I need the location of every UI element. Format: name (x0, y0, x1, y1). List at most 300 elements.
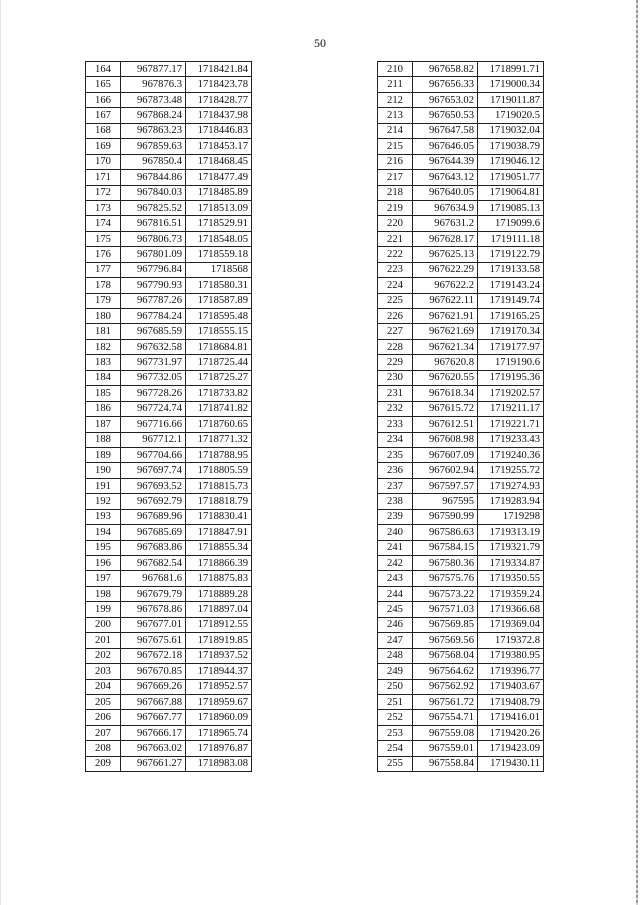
point-number-cell: 194 (86, 525, 121, 540)
y-coordinate-cell: 1718684.81 (186, 339, 252, 354)
x-coordinate-cell: 967844.86 (121, 170, 186, 185)
point-number-cell: 255 (378, 756, 413, 771)
y-coordinate-cell: 1718976.87 (186, 741, 252, 756)
y-coordinate-cell: 1718965.74 (186, 725, 252, 740)
x-coordinate-cell: 967850.4 (121, 154, 186, 169)
table-row (86, 293, 252, 308)
x-coordinate-cell: 967559.01 (413, 741, 478, 756)
table-row (378, 355, 544, 370)
x-coordinate-cell: 967554.71 (413, 710, 478, 725)
y-coordinate-cell: 1719051.77 (478, 170, 544, 185)
y-coordinate-cell: 1718760.65 (186, 417, 252, 432)
point-number-cell: 173 (86, 200, 121, 215)
x-coordinate-cell: 967625.13 (413, 247, 478, 262)
y-coordinate-cell: 1719416.01 (478, 710, 544, 725)
table-row (378, 540, 544, 555)
y-coordinate-cell: 1719255.72 (478, 463, 544, 478)
x-coordinate-cell: 967863.23 (121, 123, 186, 138)
x-coordinate-cell: 967653.02 (413, 92, 478, 107)
y-coordinate-cell: 1719298 (478, 509, 544, 524)
x-coordinate-cell: 967564.62 (413, 664, 478, 679)
table-row (86, 262, 252, 277)
x-coordinate-cell: 967712.1 (121, 432, 186, 447)
y-coordinate-cell: 1718960.09 (186, 710, 252, 725)
y-coordinate-cell: 1718568 (186, 262, 252, 277)
table-row (86, 509, 252, 524)
table-row (86, 432, 252, 447)
table-row (378, 725, 544, 740)
point-number-cell: 234 (378, 432, 413, 447)
y-coordinate-cell: 1719111.18 (478, 231, 544, 246)
y-coordinate-cell: 1719177.97 (478, 339, 544, 354)
table-row (378, 154, 544, 169)
point-number-cell: 178 (86, 278, 121, 293)
table-row (378, 216, 544, 231)
x-coordinate-cell: 967796.84 (121, 262, 186, 277)
table-row (378, 231, 544, 246)
point-number-cell: 197 (86, 571, 121, 586)
x-coordinate-cell: 967697.74 (121, 463, 186, 478)
point-number-cell: 196 (86, 556, 121, 571)
point-number-cell: 184 (86, 370, 121, 385)
point-number-cell: 244 (378, 586, 413, 601)
point-number-cell: 232 (378, 401, 413, 416)
x-coordinate-cell: 967667.88 (121, 694, 186, 709)
point-number-cell: 175 (86, 231, 121, 246)
point-number-cell: 208 (86, 741, 121, 756)
y-coordinate-cell: 1718595.48 (186, 309, 252, 324)
x-coordinate-cell: 967661.27 (121, 756, 186, 771)
table-row (86, 417, 252, 432)
y-coordinate-cell: 1719423.09 (478, 741, 544, 756)
table-row (86, 216, 252, 231)
point-number-cell: 216 (378, 154, 413, 169)
x-coordinate-cell: 967618.34 (413, 386, 478, 401)
point-number-cell: 195 (86, 540, 121, 555)
x-coordinate-cell: 967634.9 (413, 200, 478, 215)
x-coordinate-cell: 967622.2 (413, 278, 478, 293)
table-row (378, 679, 544, 694)
y-coordinate-cell: 1718741.82 (186, 401, 252, 416)
point-number-cell: 167 (86, 108, 121, 123)
x-coordinate-cell: 967569.56 (413, 633, 478, 648)
y-coordinate-cell: 1719221.71 (478, 417, 544, 432)
table-row (86, 401, 252, 416)
x-coordinate-cell: 967643.12 (413, 170, 478, 185)
y-coordinate-cell: 1718855.34 (186, 540, 252, 555)
table-row (86, 710, 252, 725)
y-coordinate-cell: 1719233.43 (478, 432, 544, 447)
point-number-cell: 247 (378, 633, 413, 648)
y-coordinate-cell: 1719133.58 (478, 262, 544, 277)
point-number-cell: 172 (86, 185, 121, 200)
x-coordinate-cell: 967650.53 (413, 108, 478, 123)
table-row (86, 108, 252, 123)
y-coordinate-cell: 1719359.24 (478, 586, 544, 601)
table-row (378, 432, 544, 447)
point-number-cell: 238 (378, 494, 413, 509)
x-coordinate-cell: 967640.05 (413, 185, 478, 200)
table-row (86, 370, 252, 385)
y-coordinate-cell: 1718944.37 (186, 664, 252, 679)
point-number-cell: 192 (86, 494, 121, 509)
table-row (86, 123, 252, 138)
y-coordinate-cell: 1718437.98 (186, 108, 252, 123)
x-coordinate-cell: 967790.93 (121, 278, 186, 293)
point-number-cell: 179 (86, 293, 121, 308)
x-coordinate-cell: 967685.69 (121, 525, 186, 540)
x-coordinate-cell: 967704.66 (121, 447, 186, 462)
y-coordinate-cell: 1718529.91 (186, 216, 252, 231)
table-row (378, 92, 544, 107)
x-coordinate-cell: 967689.96 (121, 509, 186, 524)
table-row (378, 170, 544, 185)
point-number-cell: 214 (378, 123, 413, 138)
table-row (86, 664, 252, 679)
x-coordinate-cell: 967597.57 (413, 478, 478, 493)
x-coordinate-cell: 967732.05 (121, 370, 186, 385)
point-number-cell: 240 (378, 525, 413, 540)
point-number-cell: 213 (378, 108, 413, 123)
point-number-cell: 231 (378, 386, 413, 401)
y-coordinate-cell: 1718453.17 (186, 139, 252, 154)
table-row (86, 694, 252, 709)
table-row (378, 200, 544, 215)
y-coordinate-cell: 1719420.26 (478, 725, 544, 740)
table-row (86, 200, 252, 215)
y-coordinate-cell: 1719396.77 (478, 664, 544, 679)
x-coordinate-cell: 967667.77 (121, 710, 186, 725)
point-number-cell: 165 (86, 77, 121, 92)
x-coordinate-cell: 967647.58 (413, 123, 478, 138)
table-row (378, 370, 544, 385)
x-coordinate-cell: 967868.24 (121, 108, 186, 123)
table-row (378, 556, 544, 571)
table-row (86, 602, 252, 617)
y-coordinate-cell: 1718580.31 (186, 278, 252, 293)
x-coordinate-cell: 967663.02 (121, 741, 186, 756)
y-coordinate-cell: 1718771.32 (186, 432, 252, 447)
x-coordinate-cell: 967571.03 (413, 602, 478, 617)
y-coordinate-cell: 1718830.41 (186, 509, 252, 524)
table-row (86, 741, 252, 756)
table-row (86, 633, 252, 648)
x-coordinate-cell: 967628.17 (413, 231, 478, 246)
point-number-cell: 225 (378, 293, 413, 308)
y-coordinate-cell: 1719430.11 (478, 756, 544, 771)
y-coordinate-cell: 1718959.67 (186, 694, 252, 709)
point-number-cell: 229 (378, 355, 413, 370)
x-coordinate-cell: 967692.79 (121, 494, 186, 509)
y-coordinate-cell: 1719283.94 (478, 494, 544, 509)
table-row (86, 648, 252, 663)
table-row (86, 355, 252, 370)
x-coordinate-cell: 967586.63 (413, 525, 478, 540)
table-row (378, 617, 544, 632)
x-coordinate-cell: 967621.91 (413, 309, 478, 324)
table-row (378, 710, 544, 725)
y-coordinate-cell: 1719000.34 (478, 77, 544, 92)
point-number-cell: 182 (86, 339, 121, 354)
y-coordinate-cell: 1718912.55 (186, 617, 252, 632)
point-number-cell: 174 (86, 216, 121, 231)
point-number-cell: 188 (86, 432, 121, 447)
y-coordinate-cell: 1718468.45 (186, 154, 252, 169)
table-row (378, 478, 544, 493)
x-coordinate-cell: 967682.54 (121, 556, 186, 571)
x-coordinate-cell: 967877.17 (121, 62, 186, 77)
table-row (378, 386, 544, 401)
y-coordinate-cell: 1718421.84 (186, 62, 252, 77)
table-row (86, 679, 252, 694)
table-row (378, 309, 544, 324)
x-coordinate-cell: 967681.6 (121, 571, 186, 586)
y-coordinate-cell: 1719380.95 (478, 648, 544, 663)
y-coordinate-cell: 1718485.89 (186, 185, 252, 200)
y-coordinate-cell: 1718897.04 (186, 602, 252, 617)
table-row (378, 108, 544, 123)
point-number-cell: 253 (378, 725, 413, 740)
y-coordinate-cell: 1719011.87 (478, 92, 544, 107)
x-coordinate-cell: 967678.86 (121, 602, 186, 617)
table-row (86, 447, 252, 462)
x-coordinate-cell: 967573.22 (413, 586, 478, 601)
y-coordinate-cell: 1718725.27 (186, 370, 252, 385)
table-row (86, 540, 252, 555)
y-coordinate-cell: 1718875.83 (186, 571, 252, 586)
x-coordinate-cell: 967859.63 (121, 139, 186, 154)
point-number-cell: 241 (378, 540, 413, 555)
point-number-cell: 221 (378, 231, 413, 246)
table-row (86, 231, 252, 246)
x-coordinate-cell: 967646.05 (413, 139, 478, 154)
x-coordinate-cell: 967669.26 (121, 679, 186, 694)
x-coordinate-cell: 967876.3 (121, 77, 186, 92)
point-number-cell: 183 (86, 355, 121, 370)
x-coordinate-cell: 967615.72 (413, 401, 478, 416)
x-coordinate-cell: 967621.69 (413, 324, 478, 339)
x-coordinate-cell: 967685.59 (121, 324, 186, 339)
x-coordinate-cell: 967580.36 (413, 556, 478, 571)
x-coordinate-cell: 967728.26 (121, 386, 186, 401)
point-number-cell: 230 (378, 370, 413, 385)
table-row (86, 617, 252, 632)
point-number-cell: 217 (378, 170, 413, 185)
table-row (378, 664, 544, 679)
y-coordinate-cell: 1719313.19 (478, 525, 544, 540)
point-number-cell: 235 (378, 447, 413, 462)
x-coordinate-cell: 967840.03 (121, 185, 186, 200)
y-coordinate-cell: 1718423.78 (186, 77, 252, 92)
page-number: 50 (314, 36, 326, 50)
y-coordinate-cell: 1718818.79 (186, 494, 252, 509)
point-number-cell: 206 (86, 710, 121, 725)
y-coordinate-cell: 1719046.12 (478, 154, 544, 169)
table-row (378, 463, 544, 478)
x-coordinate-cell: 967595 (413, 494, 478, 509)
x-coordinate-cell: 967561.72 (413, 694, 478, 709)
y-coordinate-cell: 1719122.79 (478, 247, 544, 262)
x-coordinate-cell: 967559.08 (413, 725, 478, 740)
y-coordinate-cell: 1719165.25 (478, 309, 544, 324)
y-coordinate-cell: 1719190.6 (478, 355, 544, 370)
y-coordinate-cell: 1719366.68 (478, 602, 544, 617)
y-coordinate-cell: 1719403.67 (478, 679, 544, 694)
point-number-cell: 226 (378, 309, 413, 324)
y-coordinate-cell: 1718991.71 (478, 62, 544, 77)
x-coordinate-cell: 967656.33 (413, 77, 478, 92)
y-coordinate-cell: 1719321.79 (478, 540, 544, 555)
y-coordinate-cell: 1719149.74 (478, 293, 544, 308)
point-number-cell: 222 (378, 247, 413, 262)
x-coordinate-cell: 967602.94 (413, 463, 478, 478)
x-coordinate-cell: 967787.26 (121, 293, 186, 308)
y-coordinate-cell: 1719334.87 (478, 556, 544, 571)
x-coordinate-cell: 967658.82 (413, 62, 478, 77)
point-number-cell: 237 (378, 478, 413, 493)
table-row (86, 92, 252, 107)
table-row (86, 324, 252, 339)
x-coordinate-cell: 967620.8 (413, 355, 478, 370)
point-number-cell: 252 (378, 710, 413, 725)
table-row (86, 478, 252, 493)
y-coordinate-cell: 1719020.5 (478, 108, 544, 123)
point-number-cell: 186 (86, 401, 121, 416)
y-coordinate-cell: 1718866.39 (186, 556, 252, 571)
y-coordinate-cell: 1718559.18 (186, 247, 252, 262)
table-row (86, 247, 252, 262)
table-row (86, 139, 252, 154)
x-coordinate-cell: 967806.73 (121, 231, 186, 246)
table-row (86, 756, 252, 771)
point-number-cell: 166 (86, 92, 121, 107)
point-number-cell: 211 (378, 77, 413, 92)
table-row (378, 694, 544, 709)
x-coordinate-cell: 967621.34 (413, 339, 478, 354)
y-coordinate-cell: 1718983.08 (186, 756, 252, 771)
x-coordinate-cell: 967644.39 (413, 154, 478, 169)
table-row (378, 62, 544, 77)
table-row (86, 170, 252, 185)
table-row (378, 741, 544, 756)
table-row (378, 278, 544, 293)
table-row (86, 278, 252, 293)
table-row (378, 417, 544, 432)
y-coordinate-cell: 1719369.04 (478, 617, 544, 632)
point-number-cell: 250 (378, 679, 413, 694)
point-number-cell: 249 (378, 664, 413, 679)
y-coordinate-cell: 1719195.36 (478, 370, 544, 385)
x-coordinate-cell: 967562.92 (413, 679, 478, 694)
table-row (378, 123, 544, 138)
table-row (86, 185, 252, 200)
y-coordinate-cell: 1719240.36 (478, 447, 544, 462)
point-number-cell: 191 (86, 478, 121, 493)
point-number-cell: 202 (86, 648, 121, 663)
x-coordinate-cell: 967558.84 (413, 756, 478, 771)
point-number-cell: 209 (86, 756, 121, 771)
x-coordinate-cell: 967612.51 (413, 417, 478, 432)
y-coordinate-cell: 1719038.79 (478, 139, 544, 154)
point-number-cell: 198 (86, 586, 121, 601)
y-coordinate-cell: 1718733.82 (186, 386, 252, 401)
y-coordinate-cell: 1718428.77 (186, 92, 252, 107)
x-coordinate-cell: 967622.29 (413, 262, 478, 277)
point-number-cell: 199 (86, 602, 121, 617)
point-number-cell: 168 (86, 123, 121, 138)
point-number-cell: 176 (86, 247, 121, 262)
table-row (86, 586, 252, 601)
table-row (86, 309, 252, 324)
point-number-cell: 185 (86, 386, 121, 401)
point-number-cell: 189 (86, 447, 121, 462)
point-number-cell: 205 (86, 694, 121, 709)
y-coordinate-cell: 1719211.17 (478, 401, 544, 416)
y-coordinate-cell: 1718477.49 (186, 170, 252, 185)
point-number-cell: 233 (378, 417, 413, 432)
point-number-cell: 170 (86, 154, 121, 169)
point-number-cell: 243 (378, 571, 413, 586)
y-coordinate-cell: 1718513.09 (186, 200, 252, 215)
point-number-cell: 180 (86, 309, 121, 324)
x-coordinate-cell: 967607.09 (413, 447, 478, 462)
y-coordinate-cell: 1719032.04 (478, 123, 544, 138)
scan-edge-right (636, 0, 638, 905)
y-coordinate-cell: 1718587.89 (186, 293, 252, 308)
point-number-cell: 224 (378, 278, 413, 293)
table-row (86, 339, 252, 354)
x-coordinate-cell: 967801.09 (121, 247, 186, 262)
table-row (378, 494, 544, 509)
point-number-cell: 200 (86, 617, 121, 632)
y-coordinate-cell: 1719143.24 (478, 278, 544, 293)
x-coordinate-cell: 967716.66 (121, 417, 186, 432)
x-coordinate-cell: 967608.98 (413, 432, 478, 447)
x-coordinate-cell: 967873.48 (121, 92, 186, 107)
y-coordinate-cell: 1718788.95 (186, 447, 252, 462)
y-coordinate-cell: 1719099.6 (478, 216, 544, 231)
x-coordinate-cell: 967575.76 (413, 571, 478, 586)
y-coordinate-cell: 1719372.8 (478, 633, 544, 648)
y-coordinate-cell: 1718725.44 (186, 355, 252, 370)
point-number-cell: 203 (86, 664, 121, 679)
y-coordinate-cell: 1718952.57 (186, 679, 252, 694)
point-number-cell: 215 (378, 139, 413, 154)
table-row (86, 77, 252, 92)
point-number-cell: 251 (378, 694, 413, 709)
table-row (378, 447, 544, 462)
table-row (378, 401, 544, 416)
x-coordinate-cell: 967622.11 (413, 293, 478, 308)
table-row (378, 756, 544, 771)
table-row (378, 586, 544, 601)
x-coordinate-cell: 967666.17 (121, 725, 186, 740)
x-coordinate-cell: 967675.61 (121, 633, 186, 648)
point-number-cell: 248 (378, 648, 413, 663)
table-row (86, 525, 252, 540)
y-coordinate-cell: 1719064.81 (478, 185, 544, 200)
y-coordinate-cell: 1718815.73 (186, 478, 252, 493)
table-row (86, 386, 252, 401)
x-coordinate-cell: 967670.85 (121, 664, 186, 679)
table-row (378, 262, 544, 277)
table-row (86, 154, 252, 169)
y-coordinate-cell: 1718889.28 (186, 586, 252, 601)
y-coordinate-cell: 1718805.59 (186, 463, 252, 478)
y-coordinate-cell: 1718919.85 (186, 633, 252, 648)
table-row (378, 293, 544, 308)
point-number-cell: 242 (378, 556, 413, 571)
